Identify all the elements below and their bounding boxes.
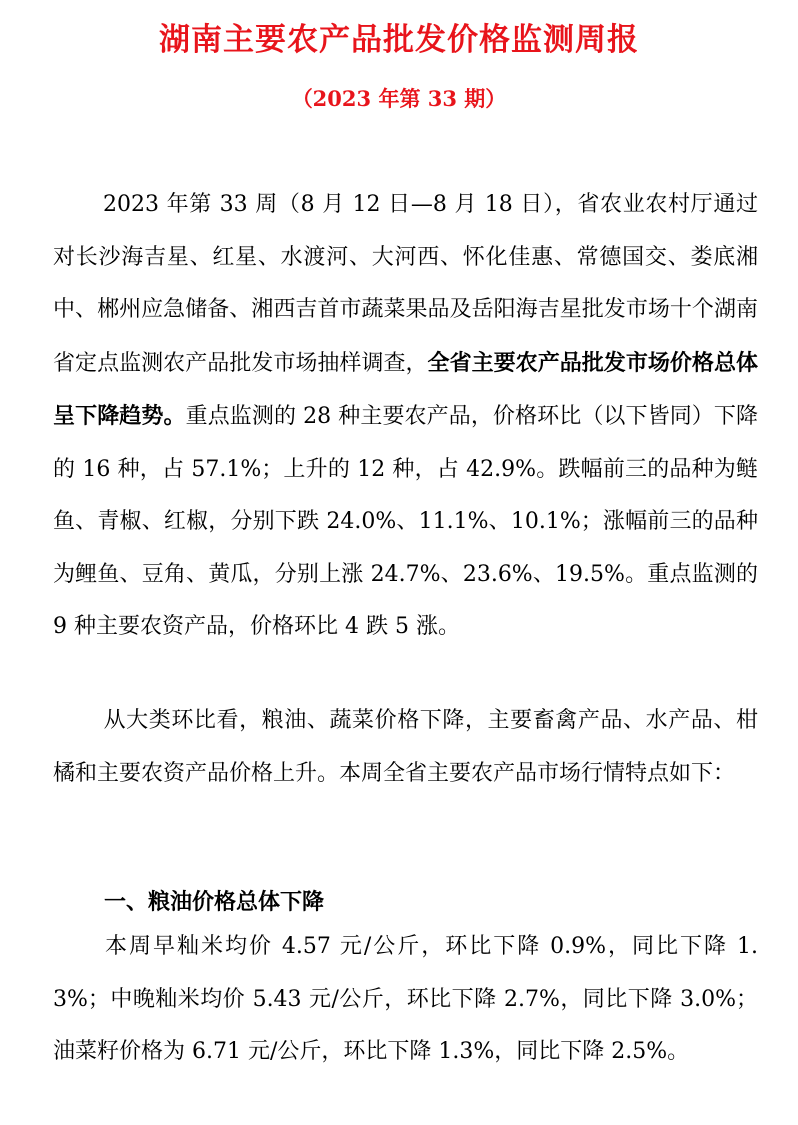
intro-details: 重点监测的 28 种主要农产品，价格环比（以下皆同）下降的 16 种，占 57.1%；上升的 12 种，占 42.9%。跌幅前三的品种为鲢鱼、青椒、红椒，分别下跌 24.0%、11.1%、10.1%；涨幅前三的品种为鲤鱼、豆角、黄瓜，分别上涨 24.7%、23.6%、19.5%。重点监测的 9 种主要农资产品，价格环比 4 跌 5 涨。 bbox=[53, 404, 758, 639]
intro-text: 2023 年第 33 周（8 月 12 日—8 月 18 日），省农业农村厅通过对长沙海吉星、红星、水渡河、大河西、怀化佳惠、常德国交、娄底湘中、郴州应急储备、湘西吉首市蔬菜果品及岳阳海吉星批发市场十个湖南省定点监测农产品批发市场抽样调查， bbox=[53, 192, 758, 376]
intro-paragraph bbox=[53, 179, 758, 654]
overview-text: 从大类环比看，粮油、蔬菜价格下降，主要畜禽产品、水产品、柑橘和主要农资产品价格上升。本周全省主要农产品市场行情特点如下： bbox=[53, 708, 758, 786]
grain-oil-text: 本周早籼米均价 4.57 元/公斤，环比下降 0.9%，同比下降 1.3%；中晚籼米均价 5.43 元/公斤，环比下降 2.7%，同比下降 3.0%；油菜籽价格为 6.71 元/公斤，环比下降 1.3%，同比下降 2.5%。 bbox=[53, 934, 758, 1064]
report-issue: （2023 年第 33 期） bbox=[291, 86, 507, 111]
report-title: 湖南主要农产品批发价格监测周报 bbox=[159, 22, 639, 58]
overview-paragraph bbox=[53, 695, 758, 800]
grain-oil-paragraph bbox=[53, 921, 758, 1079]
intro-key-finding: 全省主要农产品批发市场价格总体呈下降趋势。 bbox=[53, 349, 758, 429]
section-heading-grain-oil: 一、粮油价格总体下降 bbox=[104, 890, 325, 915]
